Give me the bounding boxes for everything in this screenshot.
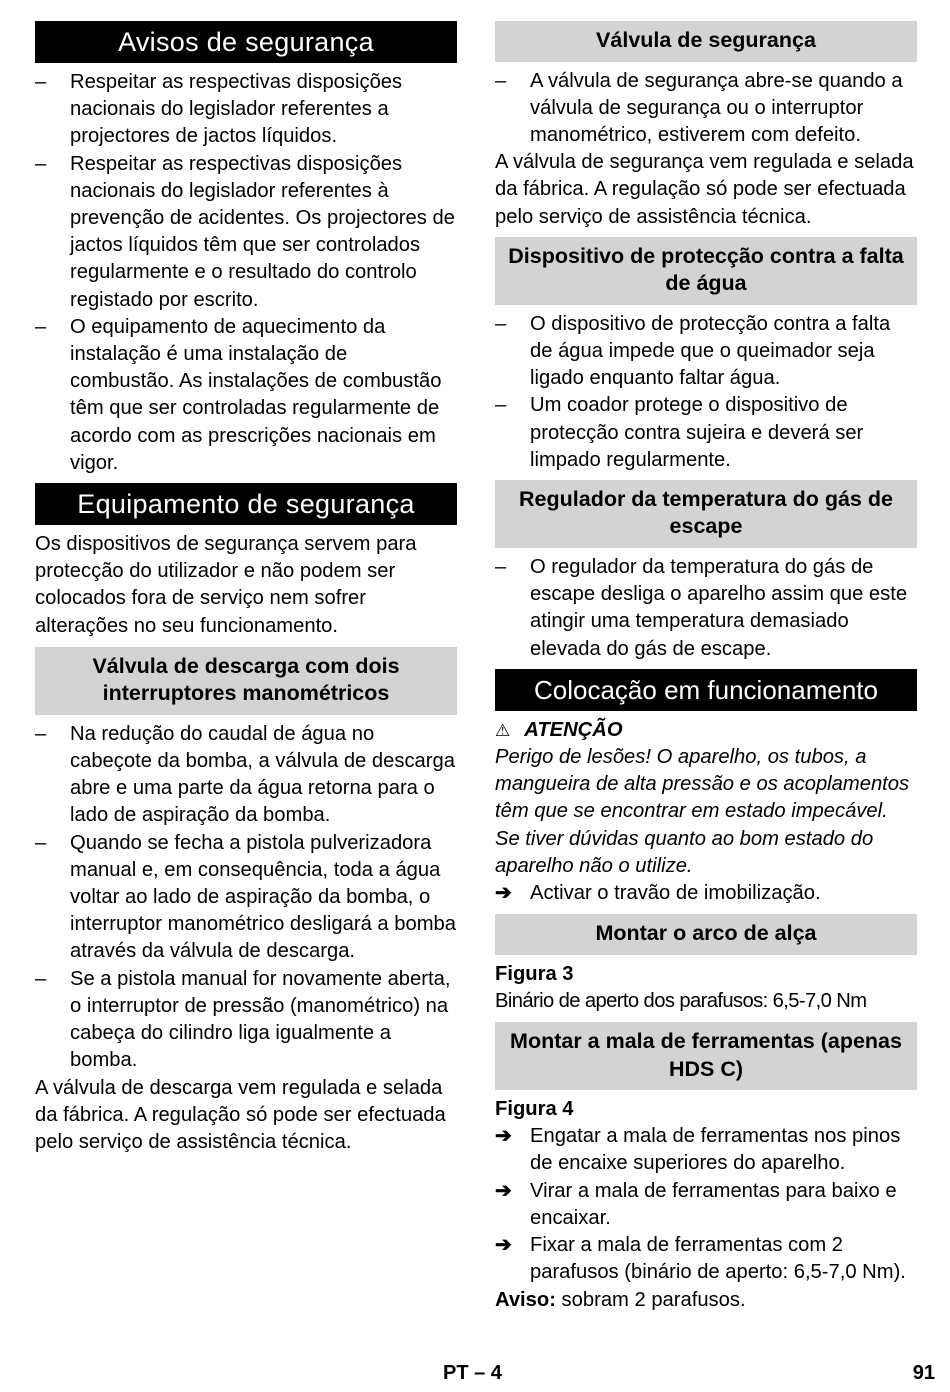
figure-label: Figura 4: [495, 1098, 574, 1121]
list-item: – O dispositivo de protecção contra a falta de água impede que o queimador seja ligado enquanto faltar água.: [495, 312, 891, 390]
list-item: – Se a pistola manual for novamente aberta, o interruptor de pressão (manométrico) na cabeça do cilindro liga igualmente a bomba.: [35, 967, 451, 1072]
mala-steps: [495, 1123, 917, 1286]
list-item: ➔ Engatar a mala de ferramentas nos pinos de encaixe superiores do aparelho.: [495, 1125, 901, 1175]
colocacao-steps: [495, 880, 917, 907]
warning-text: Perigo de lesões! O aparelho, os tubos, a mangueira de alta pressão e os acoplamentos têm que se encontrar em estado impecável. Se tiver dúvidas quanto ao bom estado do aparelho não o utilize.: [495, 745, 910, 877]
regulador-list: [495, 554, 917, 663]
warning-icon: ⚠: [495, 720, 511, 740]
valvula-descarga-note: A válvula de descarga vem regulada e selada da fábrica. A regulação só pode ser efectuada pelo serviço de assistência técnica.: [35, 1076, 446, 1153]
list-item: – A válvula de segurança abre-se quando a válvula de segurança ou o interruptor manométrico, estiverem com defeito.: [495, 69, 903, 146]
list-item: ➔ Activar o travão de imobilização.: [495, 880, 917, 907]
warning-heading: [495, 717, 917, 744]
aviso-label: Aviso:: [495, 1288, 556, 1311]
warning-label: ATENÇÃO: [524, 718, 623, 741]
heading-arco: Montar o arco de alça: [495, 914, 917, 955]
figure-label: Figura 3: [495, 962, 574, 985]
list-item: – Respeitar as respectivas disposições nacionais do legislador referentes à prevenção de acidentes. Os projectores de jactos líquidos têm que ser controlados regularmente e o resultado do controlo registado por escrito.: [35, 152, 455, 311]
equipamento-intro: Os dispositivos de segurança servem para protecção do utilizador e não podem ser colocados fora de serviço nem sofrer alterações no seu funcionamento.: [35, 533, 417, 637]
avisos-list: [35, 69, 457, 477]
list-item: ➔ Virar a mala de ferramentas para baixo e encaixar.: [495, 1179, 897, 1229]
page-footer: [0, 1362, 950, 1392]
list-item: – Na redução do caudal de água no cabeçote da bomba, a válvula de descarga abre e uma parte da água retorna para o lado de aspiração da bomba.: [35, 722, 455, 827]
page-number: 91: [912, 1362, 935, 1384]
arrow-right-icon: ➔: [495, 1125, 512, 1148]
arco-text: Binário de aperto dos parafusos: 6,5-7,0 Nm: [495, 989, 867, 1012]
page-label: PT – 4: [443, 1362, 502, 1384]
arrow-right-icon: ➔: [495, 1234, 512, 1257]
list-item: ➔ Fixar a mala de ferramentas com 2 parafusos (binário de aperto: 6,5-7,0 Nm).: [495, 1234, 906, 1284]
list-item: – Quando se fecha a pistola pulverizadora manual e, em consequência, toda a água voltar ao lado de aspiração da bomba, o interruptor manométrico desligará a bomba através da válvula de descarga.: [35, 831, 456, 963]
valvula-seguranca-list: [495, 68, 917, 150]
falta-agua-list: [495, 311, 917, 474]
list-item: – O regulador da temperatura do gás de escape desliga o aparelho assim que este atingir uma temperatura demasiado elevada do gás de escape.: [495, 555, 908, 660]
arrow-right-icon: ➔: [495, 881, 512, 904]
valvula-seguranca-note: A válvula de segurança vem regulada e selada da fábrica. A regulação só pode ser efectuada pelo serviço de assistência técnica.: [495, 151, 914, 228]
heading-valvula-descarga: Válvula de descarga com dois interruptores manométricos: [35, 647, 457, 715]
heading-avisos: Avisos de segurança: [35, 21, 457, 63]
list-item: – O equipamento de aquecimento da instalação é uma instalação de combustão. As instalações de combustão têm que ser controladas regularmente de acordo com as prescrições nacionais em vigor.: [35, 315, 442, 474]
heading-mala: Montar a mala de ferramentas (apenas HDS C): [495, 1022, 917, 1090]
valvula-descarga-list: [35, 721, 457, 1075]
aviso-note: [495, 1287, 917, 1314]
arrow-right-icon: ➔: [495, 1179, 512, 1202]
warning-block: [495, 717, 917, 880]
list-item: – Respeitar as respectivas disposições nacionais do legislador referentes a projectores de jactos líquidos.: [35, 71, 403, 148]
heading-valvula-seguranca: Válvula de segurança: [495, 21, 917, 62]
heading-falta-agua: Dispositivo de protecção contra a falta de água: [495, 237, 917, 305]
left-column: [35, 21, 457, 1156]
heading-colocacao: Colocação em funcionamento: [495, 669, 917, 711]
list-item: – Um coador protege o dispositivo de protecção contra sujeira e deverá ser limpado regularmente.: [495, 394, 864, 471]
heading-regulador: Regulador da temperatura do gás de escape: [495, 480, 917, 548]
right-column: [495, 21, 917, 1314]
aviso-text: sobram 2 parafusos.: [555, 1288, 746, 1311]
heading-equipamento: Equipamento de segurança: [35, 483, 457, 525]
